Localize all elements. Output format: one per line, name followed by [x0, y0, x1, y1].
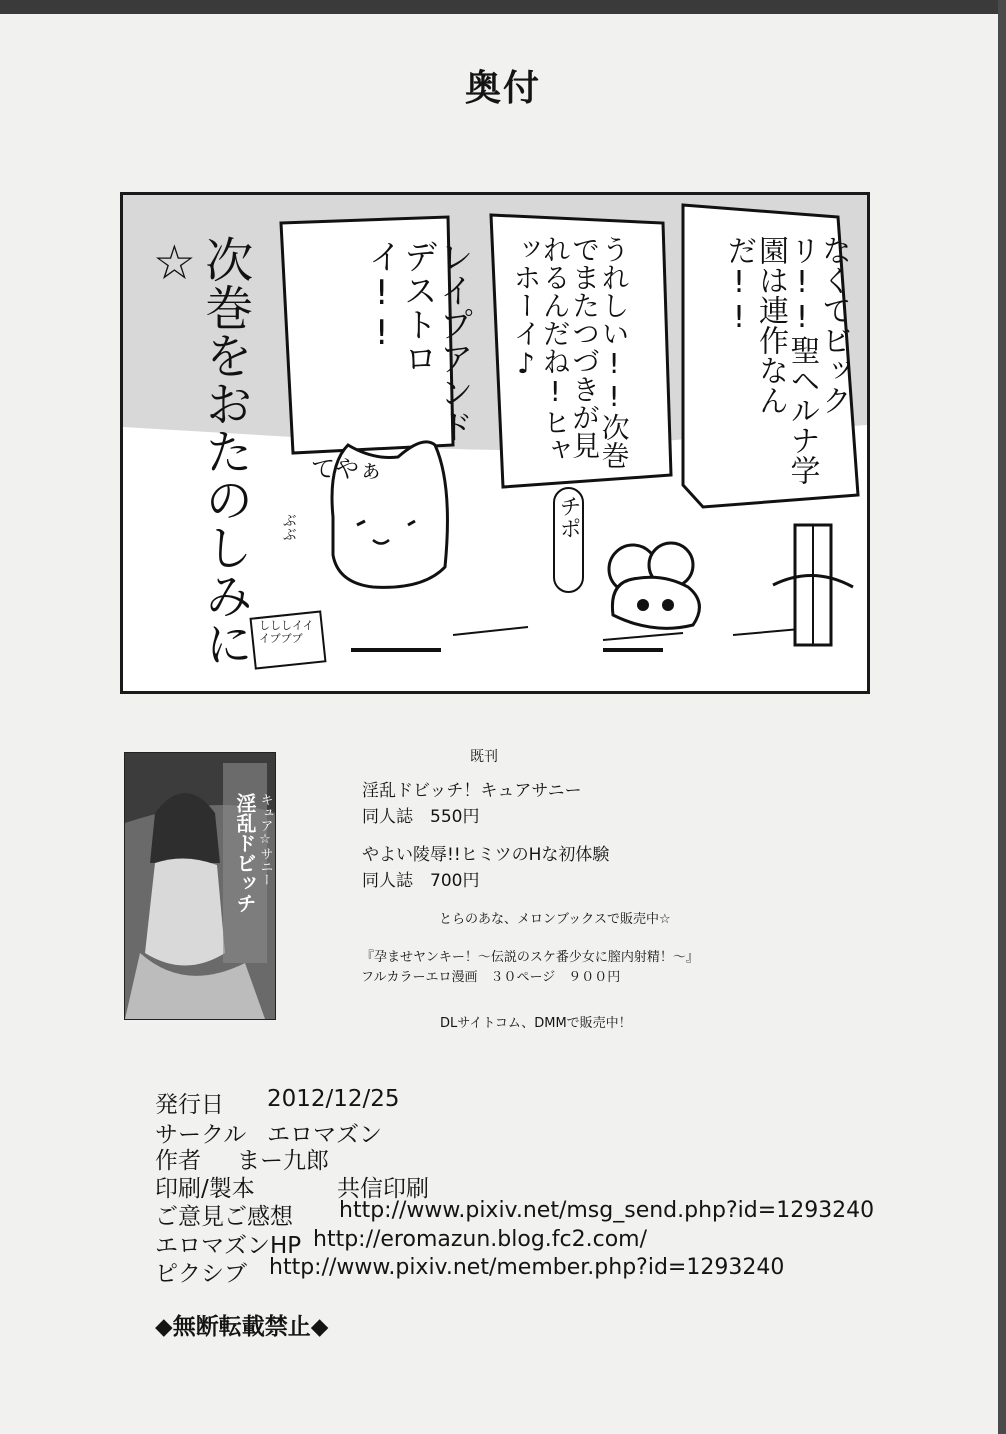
pixiv-url[interactable]: http://www.pixiv.net/member.php?id=1293240 — [269, 1255, 785, 1280]
release-1-title: 淫乱ドビッチ！キュアサニー — [362, 781, 582, 801]
circle-label: サークル — [155, 1122, 247, 1148]
page-title: 奥付 — [464, 68, 541, 109]
releases-heading: 既刊 — [470, 749, 498, 765]
balloon-middle-text: うれしい!!次巻でまたつづきが見れるんだね!ヒャッホーイ♪ — [509, 235, 631, 469]
colophon-pixiv — [155, 1255, 785, 1288]
pixiv-label: ピクシブ — [155, 1261, 247, 1287]
print-value: 共信印刷 — [337, 1176, 429, 1202]
sfx-text: ぶぶ — [280, 513, 297, 541]
homepage-url[interactable]: http://eromazun.blog.fc2.com/ — [313, 1227, 648, 1252]
page-top-edge — [0, 0, 1006, 14]
release-1-price: 同人誌 550円 — [362, 807, 480, 827]
date-label: 発行日 — [155, 1092, 224, 1118]
author-label: 作者 — [155, 1148, 201, 1174]
balloon-right-text: なくてビックリ!!聖ヘルナ学園は連作なんだ!! — [721, 235, 851, 485]
page-right-edge — [998, 0, 1006, 1434]
feedback-label: ご意見ご感想 — [155, 1204, 293, 1230]
release-shops-1: とらのあな、メロンブックスで販売中☆ — [439, 912, 671, 927]
balloon-left-text: レイプアンドデストロイ!! — [361, 239, 474, 443]
homepage-label: エロマズンHP — [155, 1233, 302, 1259]
release-shops-2: DLサイトコム、DMMで販売中！ — [440, 1016, 632, 1031]
svg-text:キュア☆サニー: キュア☆サニー — [257, 793, 273, 886]
date-value: 2012/12/25 — [267, 1086, 400, 1112]
feedback-url[interactable]: http://www.pixiv.net/msg_send.php?id=1293240 — [339, 1198, 875, 1223]
comic-panel — [120, 192, 870, 694]
no-reprint-notice: ◆無断転載禁止◆ — [155, 1314, 329, 1340]
sign-text: しししイイイブブブ — [259, 619, 314, 646]
author-value: まー九郎 — [237, 1148, 329, 1174]
cover-image — [124, 752, 276, 1020]
side-text: 次巻をおたのしみに☆ — [146, 235, 253, 667]
release-3-title: 『孕ませヤンキー！～伝説のスケ番少女に膣内射精！～』 — [361, 950, 699, 965]
chiipo-label: チポ — [553, 487, 584, 593]
colophon-date — [155, 1086, 400, 1119]
release-3-desc: フルカラーエロ漫画 ３０ページ ９００円 — [361, 970, 621, 985]
release-2-price: 同人誌 700円 — [362, 871, 480, 891]
shout-text: てやぁ — [311, 455, 383, 483]
svg-text:淫乱ドビッチ: 淫乱ドビッチ — [233, 793, 257, 913]
release-2-title: やよい陵辱!!ヒミツのHな初体験 — [362, 845, 610, 865]
print-label: 印刷/製本 — [155, 1176, 255, 1202]
circle-value: エロマズン — [267, 1122, 382, 1148]
